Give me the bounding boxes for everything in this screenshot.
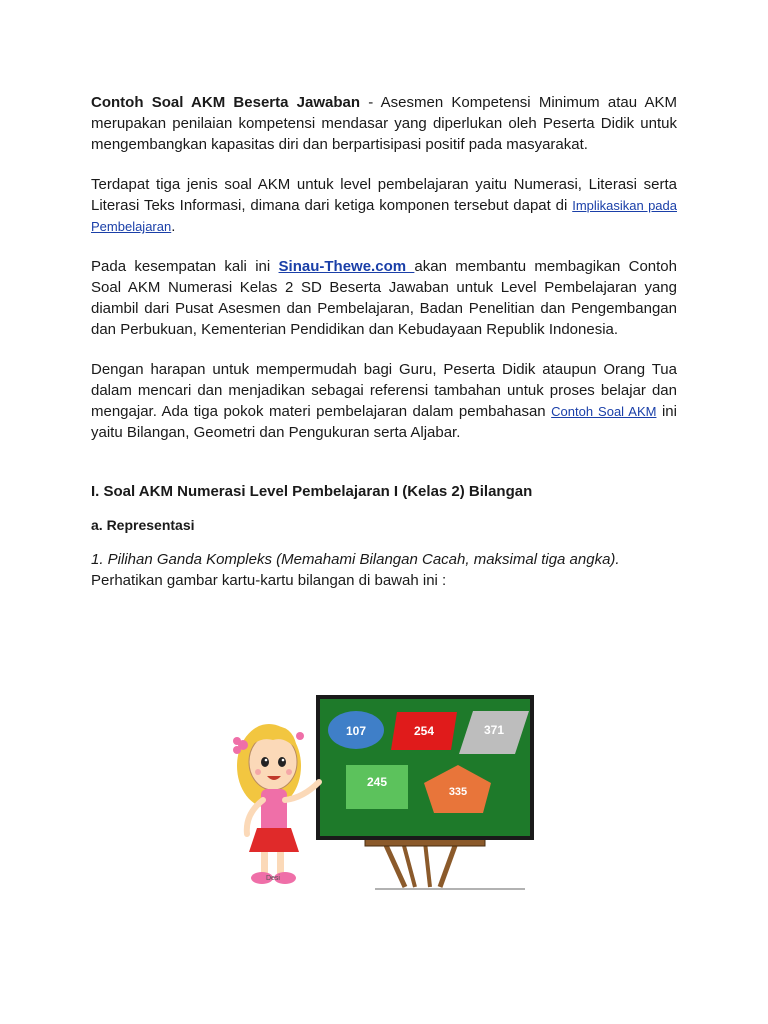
- question-prompt: Perhatikan gambar kartu-kartu bilangan di bawah ini :: [91, 572, 447, 589]
- number-cards-illustration: [225, 692, 545, 902]
- hope-paragraph: [91, 359, 677, 443]
- watermark: Desi: [265, 875, 281, 882]
- intro-paragraph: [91, 92, 677, 155]
- card-245: [346, 765, 408, 809]
- opportunity-paragraph: [91, 256, 677, 340]
- question-title: 1. Pilihan Ganda Kompleks (Memahami Bilangan Cacah, maksimal tiga angka).: [91, 551, 620, 568]
- article-body: [91, 92, 677, 591]
- hope-text: Dengan harapan untuk mempermudah bagi Guru, Peserta Didik ataupun Orang Tua dalam mencari dan menjadikan sebagai referensi tambahan untuk proses belajar dan mengajar. Ada tiga pokok materi pembelajaran dalam pembahasan: [91, 361, 677, 420]
- opportunity-text: Pada kesempatan kali ini: [91, 258, 279, 275]
- subsection-title: a. Representasi: [91, 517, 195, 533]
- intro-text: - Asesmen Kompetensi Minimum atau AKM merupakan penilaian kompetensi mendasar yang diperlukan oleh Peserta Didik untuk mengembangkan kapasitas diri dan berpartisipasi positif pada masyarakat.: [91, 94, 677, 153]
- card-label: 254: [413, 724, 435, 738]
- card-label: 107: [345, 724, 367, 738]
- card-107: [328, 711, 384, 749]
- easel: [365, 832, 525, 889]
- contoh-soal-link[interactable]: Contoh Soal AKM: [551, 404, 657, 419]
- intro-bold-title: Contoh Soal AKM Beserta Jawaban: [91, 94, 361, 111]
- card-label: 335: [448, 786, 468, 798]
- hope-text-end: ini yaitu Bilangan, Geometri dan Pengukuran serta Aljabar.: [91, 403, 677, 441]
- types-text: Terdapat tiga jenis soal AKM untuk level pembelajaran yaitu Numerasi, Literasi serta Literasi Teks Informasi, dimana dari ketiga komponen tersebut dapat di: [91, 176, 677, 214]
- implikasikan-link[interactable]: Implikasikan pada Pembelajaran: [91, 198, 677, 234]
- card-254: [391, 712, 457, 750]
- card-label: 371: [483, 723, 505, 737]
- section-title: I. Soal AKM Numerasi Level Pembelajaran I (Kelas 2) Bilangan: [91, 483, 533, 500]
- types-paragraph: [91, 174, 677, 237]
- card-label: 245: [366, 775, 388, 789]
- girl-character: [233, 724, 319, 884]
- types-text-end: .: [171, 218, 176, 235]
- opportunity-text-end: akan membantu membagikan Contoh Soal AKM Numerasi Kelas 2 SD Beserta Jawaban untuk Level Pembelajaran yang diambil dari Pusat Asesmen dan Pembelajaran, Badan Penelitian dan Pengembangan dan Perbukuan, Kementerian Pendidikan dan Kebudayaan Republik Indonesia.: [91, 258, 677, 338]
- sinau-thewe-link[interactable]: Sinau-Thewe.com: [278, 258, 415, 275]
